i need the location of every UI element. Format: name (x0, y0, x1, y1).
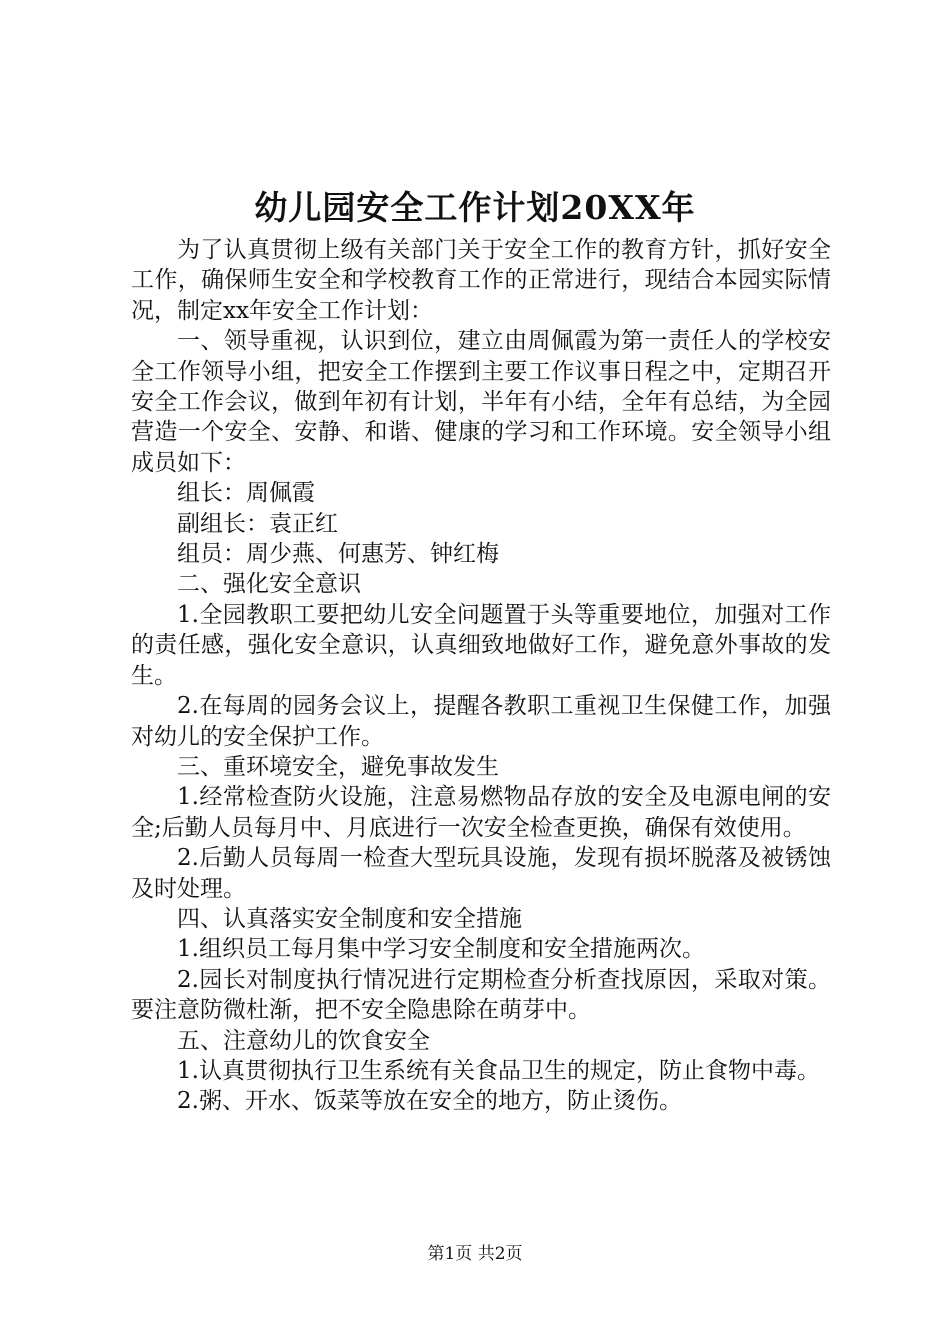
section-2-item-2: 2.在每周的园务会议上，提醒各教职工重视卫生保健工作，加强对幼儿的安全保护工作。 (131, 693, 831, 750)
document-title: 幼儿园安全工作计划20XX年 (254, 188, 696, 227)
section-3-item-2: 2.后勤人员每周一检查大型玩具设施，发现有损坏脱落及被锈蚀及时处理。 (131, 845, 831, 902)
document-body (131, 235, 831, 1117)
section-3-heading: 三、重环境安全，避免事故发生 (177, 753, 499, 780)
section-4-heading: 四、认真落实安全制度和安全措施 (177, 905, 522, 932)
deputy-leader-line: 副组长：袁正红 (177, 510, 338, 537)
members-line: 组员：周少燕、何惠芳、钟红梅 (177, 541, 499, 568)
section-5-item-2: 2.粥、开水、饭菜等放在安全的地方，防止烫伤。 (177, 1088, 682, 1115)
section-5-item-1: 1.认真贯彻执行卫生系统有关食品卫生的规定，防止食物中毒。 (177, 1057, 820, 1084)
section-2-item-1: 1.全园教职工要把幼儿安全问题置于头等重要地位，加强对工作的责任感，强化安全意识，认真细致地做好工作，避免意外事故的发生。 (131, 601, 831, 689)
leader-line: 组长：周佩霞 (177, 480, 315, 507)
intro-paragraph: 为了认真贯彻上级有关部门关于安全工作的教育方针，抓好安全工作，确保师生安全和学校教育工作的正常进行，现结合本园实际情况，制定xx年安全工作计划： (131, 237, 831, 324)
section-3-item-1: 1.经常检查防火设施，注意易燃物品存放的安全及电源电闸的安全;后勤人员每月中、月底进行一次安全检查更换，确保有效使用。 (131, 784, 831, 841)
section-5-heading: 五、注意幼儿的饮食安全 (177, 1027, 430, 1054)
section-4-item-2: 2.园长对制度执行情况进行定期检查分析查找原因，采取对策。要注意防微杜渐，把不安全隐患除在萌芽中。 (131, 966, 831, 1024)
section-1-paragraph: 一、领导重视，认识到位，建立由周佩霞为第一责任人的学校安全工作领导小组，把安全工作摆到主要工作议事日程之中，定期召开安全工作会议，做到年初有计划，半年有小结，全年有总结，为全园营造一个安全、安静、和谐、健康的学习和工作环境。安全领导小组成员如下： (131, 328, 831, 476)
section-2-heading: 二、强化安全意识 (177, 571, 361, 598)
page-number-footer: 第1页 共2页 (427, 1244, 523, 1264)
section-4-item-1: 1.组织员工每月集中学习安全制度和安全措施两次。 (177, 936, 705, 963)
